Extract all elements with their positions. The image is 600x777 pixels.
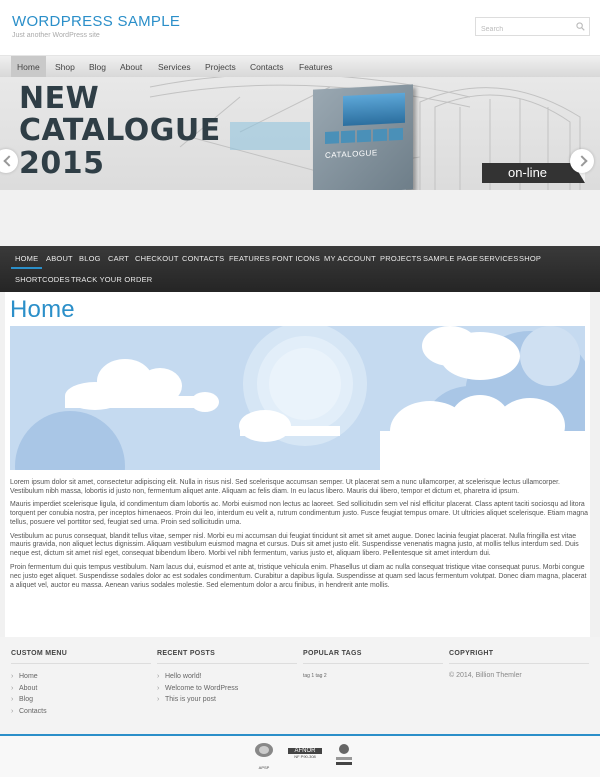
recent-post-link[interactable]: › Welcome to WordPress: [157, 683, 297, 695]
footer-menu-item-about[interactable]: › About: [11, 683, 151, 695]
sec-nav-item-my-account[interactable]: MY ACCOUNT: [324, 254, 376, 263]
copyright-widget: [449, 650, 589, 679]
online-badge: on-line: [482, 163, 585, 183]
main-content: [5, 292, 590, 637]
sec-nav-item-cart[interactable]: CART: [108, 254, 130, 263]
footer-widgets: [0, 637, 600, 734]
main-nav-item-about[interactable]: About: [120, 62, 143, 72]
sec-nav-item-blog[interactable]: BLOG: [79, 254, 101, 263]
book-title: CATALOGUE: [325, 148, 378, 160]
sec-nav-item-features[interactable]: FEATURES: [229, 254, 271, 263]
widget-title: CUSTOM MENU: [11, 650, 151, 664]
custom-menu-widget: [11, 650, 151, 717]
site-tagline: Just another WordPress site: [12, 32, 100, 39]
sec-nav-item-track-order[interactable]: TRACK YOUR ORDER: [71, 275, 153, 284]
main-nav-item-shop[interactable]: Shop: [55, 62, 75, 72]
apsp-logo: APSP: [252, 742, 276, 770]
site-header: [0, 0, 600, 55]
book-cover-thumbnails: [325, 128, 403, 144]
sec-nav-item-font-icons[interactable]: FONT ICONS: [272, 254, 321, 263]
sec-nav-item-services[interactable]: SERVICES: [479, 254, 519, 263]
bottom-bar: [0, 734, 600, 777]
slider-next-arrow-icon[interactable]: [570, 149, 594, 173]
footer-menu-item-contacts[interactable]: › Contacts: [11, 706, 151, 718]
sec-nav-item-contacts[interactable]: CONTACTS: [182, 254, 225, 263]
recent-post-link[interactable]: › Hello world!: [157, 671, 297, 683]
search-input[interactable]: [476, 21, 571, 38]
sec-nav-item-shortcodes[interactable]: SHORTCODES: [15, 275, 70, 284]
paragraph: Vestibulum ac purus consequat, blandit tellus vitae, semper nisl. Morbi eu mi accumsan dui feugiat tincidunt sit amet sit amet augue. Donec lacinia feugiat placerat. Nulla fringilla est vitae mauris gravida, non aliquet lectus dignissim. Aliquam vestibulum euismod magna et cursus. Duis sit amet justo elit. Suspendisse venenatis magna justo, at mollis tellus interdum sed. Duis neque est, dictum sit amet nisl eget, consequat bibendum libero. Morbi vel nibh fermentum, varius justo et, aliquam libero. Pellentesque sit amet interdum dui.: [10, 532, 579, 558]
certification-logo: [332, 742, 356, 770]
copyright-text: © 2014, Billion Themler: [449, 672, 522, 679]
main-nav-item-features[interactable]: Features: [299, 62, 333, 72]
widget-title: COPYRIGHT: [449, 650, 589, 664]
search-icon[interactable]: [576, 22, 585, 31]
site-title[interactable]: WORDPRESS SAMPLE: [12, 13, 181, 30]
sec-nav-item-sample-page[interactable]: SAMPLE PAGE: [423, 254, 478, 263]
slide-headline-line3: 2015: [19, 146, 105, 181]
main-nav-item-blog[interactable]: Blog: [89, 62, 107, 72]
page-title: Home: [10, 296, 75, 323]
catalogue-book-image: [313, 84, 413, 190]
sec-nav-item-about[interactable]: ABOUT: [46, 254, 73, 263]
page-body-text: [10, 479, 588, 595]
paragraph: Lorem ipsum dolor sit amet, consectetur adipiscing elit. Nulla in risus nisl. Sed scelerisque accumsan semper. Ut placerat sem a nunc ullamcorper, at scelerisque lectus ullamcorper. Vestibulum nibh massa, lobortis id justo non, fermentum aliquet ante. Aliquam ac felis diam. In eu lacus libero. Mauris dui libero, tempor et dictum et, pharetra id ipsum.: [10, 479, 560, 495]
main-nav-item-contacts[interactable]: Contacts: [250, 62, 284, 72]
main-nav: [0, 55, 600, 77]
slide-headline-line2: CATALOGUE: [19, 113, 221, 148]
search-form: [475, 17, 590, 36]
widget-title: POPULAR TAGS: [303, 650, 443, 664]
paragraph: Proin fermentum dui quis tempus vestibulum. Nam lacus dui, euismod et ante at, tristique vehicula enim. Phasellus ut diam ac nulla consequat tristique vitae consequat purus. Morbi congue nec justo eget aliquet. Suspendisse sodales dolor ac est sodales condimentum. Curabitur a dapibus ligula. Suspendisse at quam sed lacus fermentum volutpat. Donec diam magna, placerat a aliquet vel, auctor eu massa. Aenean varius sodales molestie. Sed elementum dolor a arcu finibus, in hendrerit ante mollis.: [10, 563, 587, 589]
paragraph: Mauris imperdiet scelerisque ligula, id condimentum diam lobortis ac. Morbi euismod non lectus ac laoreet. Sed sollicitudin sem vel nisl efficitur placerat. Class aptent taciti sociosqu ad litora torquent per conubia nostra, per inceptos himenaeos. Proin dui leo, interdum eu velit a, rutrum condimentum justo. Fusce feugiat tempus ornare. Ut ultricies aliquet scelerisque. Etiam magna tellus, posuere vel porttitor sed, feugiat sed urna. Proin sed sollicitudin urna.: [10, 501, 588, 527]
sec-nav-item-shop[interactable]: SHOP: [519, 254, 542, 263]
footer-menu-item-blog[interactable]: › Blog: [11, 694, 151, 706]
sec-nav-item-home[interactable]: HOME: [11, 249, 42, 269]
main-nav-item-home[interactable]: Home: [11, 56, 46, 78]
sec-nav-item-projects[interactable]: PROJECTS: [380, 254, 422, 263]
footer-menu-item-home[interactable]: › Home: [11, 671, 151, 683]
widget-title: RECENT POSTS: [157, 650, 297, 664]
sky-clouds-image: [10, 326, 585, 470]
popular-tags-widget: [303, 650, 443, 679]
main-nav-item-projects[interactable]: Projects: [205, 62, 236, 72]
book-cover-photo: [343, 93, 405, 126]
sec-nav-item-checkout[interactable]: CHECKOUT: [135, 254, 179, 263]
tag-cloud[interactable]: tag 1 tag 2: [303, 673, 327, 679]
recent-posts-widget: [157, 650, 297, 706]
main-nav-item-services[interactable]: Services: [158, 62, 191, 72]
slide-headline-line1: NEW: [19, 81, 100, 116]
afnor-logo: AFNOR NF P90-308: [288, 742, 322, 770]
secondary-nav: [0, 246, 600, 292]
recent-post-link[interactable]: › This is your post: [157, 694, 297, 706]
